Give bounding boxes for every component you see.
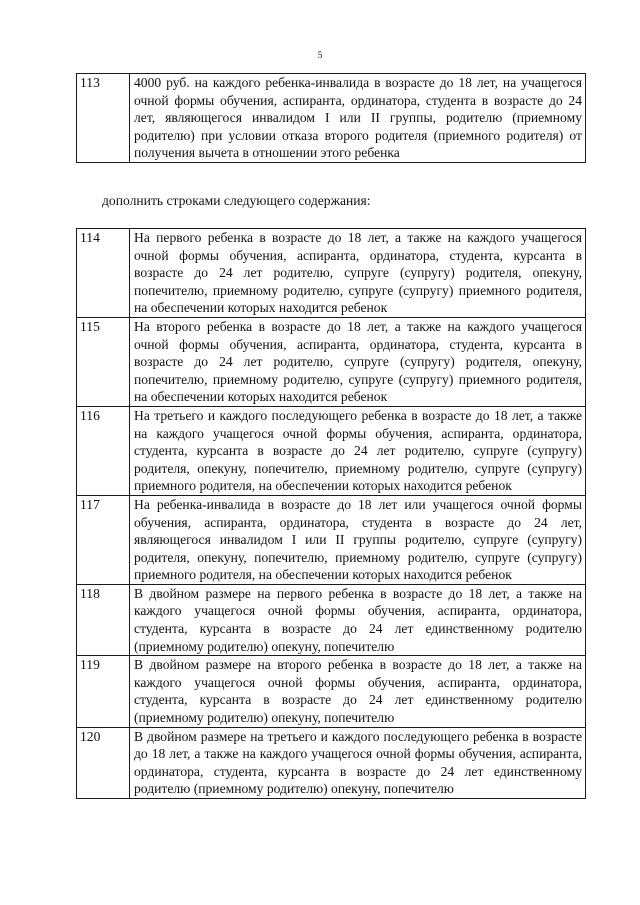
table-row — [77, 74, 586, 163]
row-number: 116 — [77, 406, 130, 495]
row-text: На первого ребенка в возрасте до 18 лет, а также на каждого учащегося очной формы обучения, аспиранта, ординатора, студента, курсанта в возрасте до 24 лет родителю, супруге (супругу) родителя, опекуну, попечителю, приемному родителю, супруге (супругу) приемного родителя, на обеспечении которых находится ребенок — [130, 229, 586, 318]
amendment-table-new-rows — [76, 228, 586, 799]
row-text: В двойном размере на третьего и каждого последующего ребенка в возрасте до 18 лет, а также на каждого учащегося очной формы обучения, аспиранта, ординатора, студента, курсанта в возрасте до 24 лет единственному родителю (приемному родителю) опекуну, попечителю — [130, 727, 586, 798]
row-number: 114 — [77, 229, 130, 318]
row-text: В двойном размере на второго ребенка в возрасте до 18 лет, а также на каждого учащегося очной формы обучения, аспиранта, ординатора, студента, курсанта в возрасте до 24 лет единственному родителю (приемному родителю) опекуну, попечителю — [130, 656, 586, 727]
connector-text: дополнить строками следующего содержания: — [102, 193, 371, 208]
table-row — [77, 495, 586, 584]
table-row — [77, 727, 586, 798]
row-number: 113 — [77, 74, 130, 163]
table-row — [77, 229, 586, 318]
row-number: 115 — [77, 317, 130, 406]
row-text: На второго ребенка в возрасте до 18 лет, а также на каждого учащегося очной формы обучения, аспиранта, ординатора, студента, курсанта в возрасте до 24 лет родителю, супруге (супругу) родителя, опекуну, попечителю, приемному родителю, супруге (супругу) приемного родителя, на обеспечении которых находится ребенок — [130, 317, 586, 406]
row-text: В двойном размере на первого ребенка в возрасте до 18 лет, а также на каждого учащегося очной формы обучения, аспиранта, ординатора, студента, курсанта в возрасте до 24 лет единственному родителю (приемному родителю) опекуну, попечителю — [130, 584, 586, 655]
page-number: 5 — [317, 50, 323, 60]
row-text: 4000 руб. на каждого ребенка-инвалида в возрасте до 18 лет, на учащегося очной формы обучения, аспиранта, ординатора, студента в возрасте до 24 лет, являющегося инвалидом I или II группы, родителю (приемному родителю) при условии отказа второго родителя (приемного родителя) от получения вычета в отношении этого ребенка — [130, 74, 586, 163]
row-text: На ребенка-инвалида в возрасте до 18 лет или учащегося очной формы обучения, аспиранта, ординатора, студента в возрасте до 24 лет, являющегося инвалидом I или II группы родителю, супруге (супругу) родителя, опекуну, попечителю, приемному родителю, супруге (супругу) приемного родителя, на обеспечении которых находится ребенок — [130, 495, 586, 584]
amendment-table-existing-body — [77, 74, 586, 163]
table-row — [77, 656, 586, 727]
row-number: 118 — [77, 584, 130, 655]
row-number: 120 — [77, 727, 130, 798]
row-number: 117 — [77, 495, 130, 584]
amendment-table-new-rows-body — [77, 229, 586, 799]
amendment-table-existing — [76, 73, 586, 163]
table-row — [77, 317, 586, 406]
table-row — [77, 406, 586, 495]
table-row — [77, 584, 586, 655]
row-text: На третьего и каждого последующего ребенка в возрасте до 18 лет, а также на каждого учащегося очной формы обучения, аспиранта, ординатора, студента, курсанта в возрасте до 24 лет родителю, супруге (супругу) родителя, опекуну, попечителю, приемному родителю, супруге (супругу) приемного родителя, на обеспечении которых находится ребенок — [130, 406, 586, 495]
row-number: 119 — [77, 656, 130, 727]
